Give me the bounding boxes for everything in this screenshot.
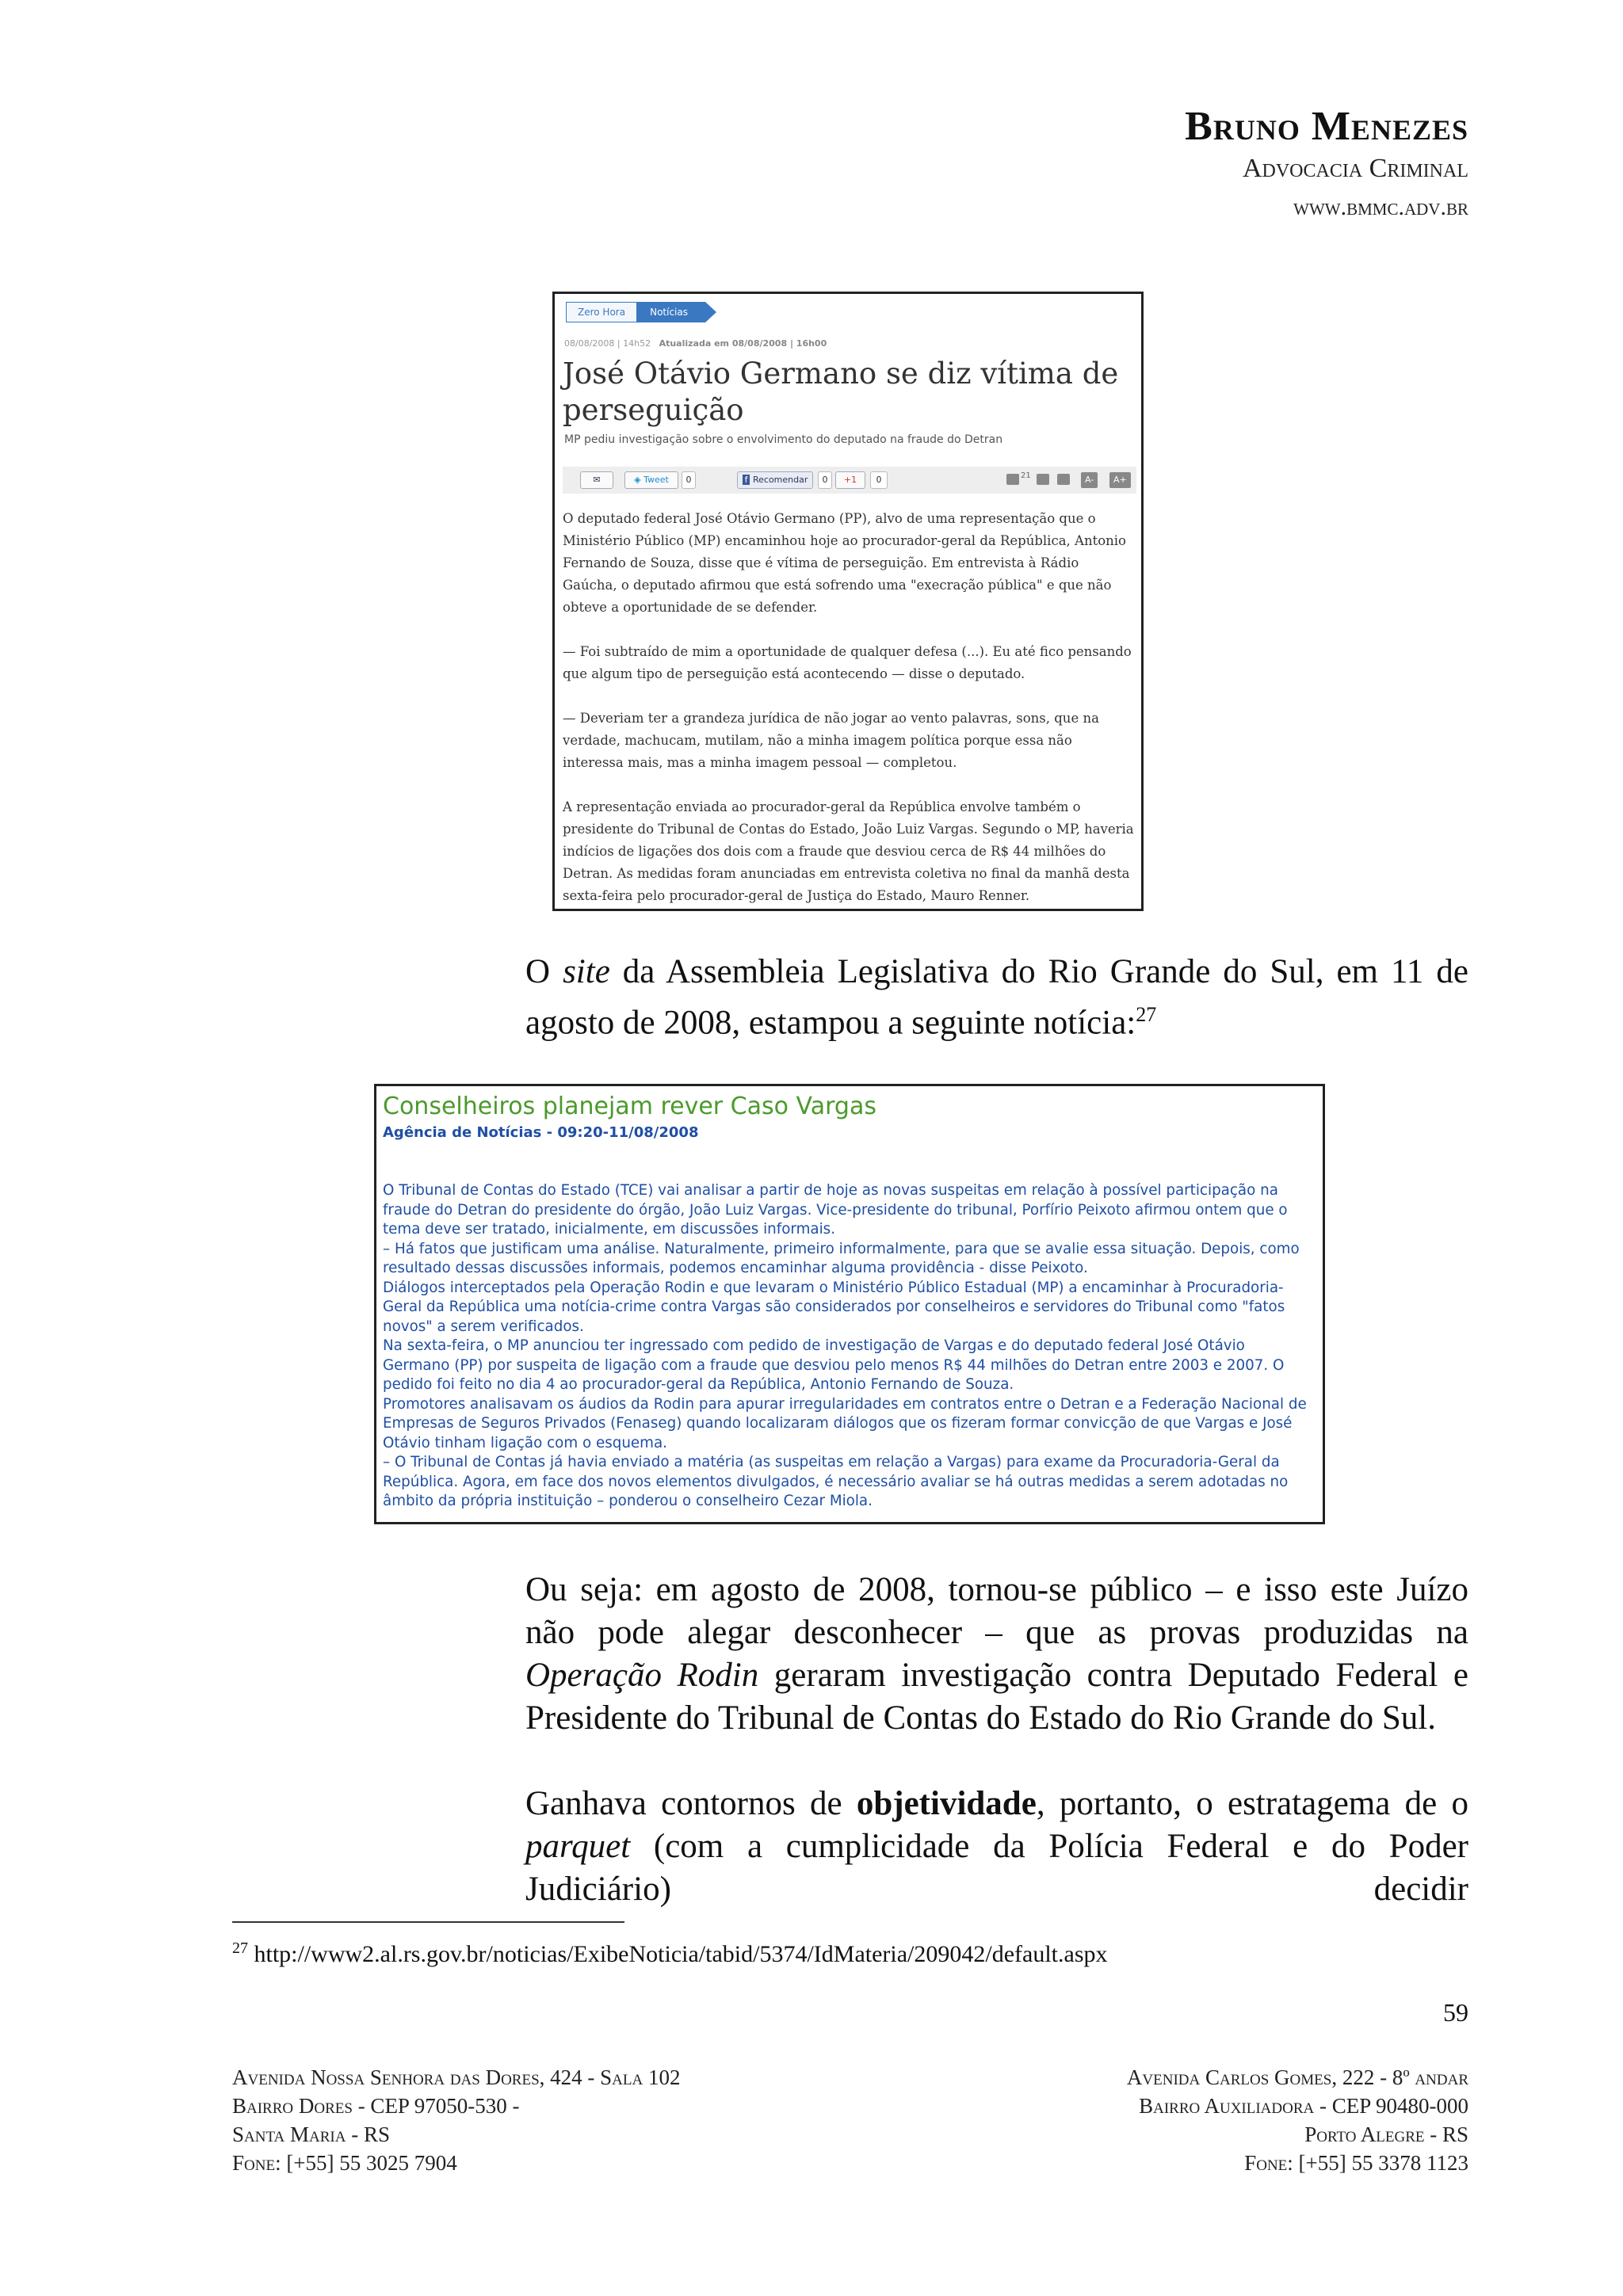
plusone-count: 0 bbox=[870, 471, 888, 489]
tweet-button[interactable]: ◈ Tweet bbox=[624, 471, 678, 489]
footer-address-left: Avenida Nossa Senhora das Dores, 424 - Sala 102 Bairro Dores - CEP 97050-530 - Santa Maria - RS Fone: [+55] 55 3025 7904 bbox=[232, 2065, 681, 2175]
page-number: 59 bbox=[1443, 1998, 1468, 2027]
footnote-url[interactable]: http://www2.al.rs.gov.br/noticias/ExibeNoticia/tabid/5374/IdMateria/209042/default.aspx bbox=[248, 1941, 1108, 1967]
clip-agency: Agência de Notícias - 09:20-11/08/2008 bbox=[383, 1124, 699, 1141]
body-paragraph-1: O site da Assembleia Legislativa do Rio Grande do Sul, em 11 de agosto de 2008, estampou a seguinte notícia:$^{27}$ bbox=[525, 953, 1468, 1042]
article-subtitle: MP pediu investigação sobre o envolvimento do deputado na fraude do Detran bbox=[564, 433, 1003, 446]
article-date: 08/08/2008 | 14h52 bbox=[564, 338, 651, 349]
article-meta bbox=[564, 338, 827, 349]
footer-address-right: Avenida Carlos Gomes, 222 - 8º andar Bairro Auxiliadora - CEP 90480-000 Porto Alegre - RS Fone: [+55] 55 3378 1123 bbox=[1126, 2065, 1468, 2175]
breadcrumb-item-noticias[interactable]: Notícias bbox=[637, 302, 705, 322]
recommend-button[interactable]: f Recomendar bbox=[737, 471, 813, 489]
bold-objetividade: objetividade bbox=[856, 1785, 1037, 1822]
plusone-button[interactable]: +1 bbox=[835, 471, 865, 489]
firm-website: www.bmmc.adv.br bbox=[1293, 194, 1468, 220]
body-paragraph-3: Ganhava contornos de objetividade, portanto, o estratagema de o parquet (com a cumplicidade da Polícia Federal e do Poder Judiciário) decidir bbox=[525, 1785, 1468, 1908]
article-paragraph: — Foi subtraído de mim a oportunidade de qualquer defesa (...). Eu até fico pensando que algum tipo de perseguição está acontecendo — disse o deputado. bbox=[563, 644, 1132, 681]
article-paragraph: A representação enviada ao procurador-geral da República envolve também o presidente do Tribunal de Contas do Estado, João Luiz Vargas. Segundo o MP, haveria indícios de ligações dos dois com a fraude que desviou cerca de R$ 44 milhões do Detran. As medidas foram anunciadas em entrevista coletiva no final da manhã desta sexta-feira pelo procurador-geral de Justiça do Estado, Mauro Renner. bbox=[563, 799, 1134, 903]
article-title: José Otávio Germano se diz vítima de perseguição bbox=[563, 357, 1119, 427]
footnote-number: 27 bbox=[232, 1939, 248, 1957]
font-decrease-button[interactable]: A- bbox=[1081, 472, 1098, 488]
clip-paragraph: Diálogos interceptados pela Operação Rodin e que levaram o Ministério Público Estadual (MP) a encaminhar à Procuradoria-Geral da República uma notícia-crime contra Vargas são considerados por conselheiros e servidores do Tribunal como "fatos novos" a serem verificados. bbox=[383, 1279, 1285, 1335]
breadcrumb-item-zero-hora[interactable]: Zero Hora bbox=[566, 302, 637, 322]
footnote-divider bbox=[232, 1921, 624, 1923]
article-paragraph: O deputado federal José Otávio Germano (PP), alvo de uma representação que o Ministério Público (MP) encaminhou hoje ao procurador-geral da República, Antonio Fernando de Souza, disse que é vítima de perseguição. Em entrevista à Rádio Gaúcha, o deputado afirmou que está sofrendo uma "execração pública" e que não obteve a oportunidade de se defender. bbox=[563, 511, 1126, 615]
breadcrumb bbox=[566, 302, 705, 322]
body-paragraph-2: Ou seja: em agosto de 2008, tornou-se público – e isso este Juízo não pode alegar desconhecer – que as provas produzidas na Operação Rodin geraram investigação contra Deputado Federal e Presidente do Tribunal de Contas do Estado do Rio Grande do Sul. bbox=[525, 1571, 1468, 1737]
clip-paragraph: – O Tribunal de Contas já havia enviado a matéria (as suspeitas em relação a Vargas) para exame da Procuradoria-Geral da República. Agora, em face dos novos elementos divulgados, é necessário avaliar se há outras medidas a serem adotadas no âmbito da própria instituição – ponderou o conselheiro Cezar Miola. bbox=[383, 1454, 1289, 1509]
footnote-ref[interactable]: 27 bbox=[1136, 1003, 1157, 1026]
article-updated: Atualizada em 08/08/2008 | 16h00 bbox=[659, 338, 827, 349]
share-toolbar bbox=[563, 467, 1136, 494]
clip-title: Conselheiros planejam rever Caso Vargas bbox=[383, 1093, 876, 1120]
clip-paragraph: O Tribunal de Contas do Estado (TCE) vai analisar a partir de hoje as novas suspeitas em relação à possível participação na fraude do Detran do presidente do órgão, João Luiz Vargas. Vice-presidente do tribunal, Porfírio Peixoto afirmou ontem que o tema deve ser tratado, inicialmente, em discussões informais. bbox=[383, 1182, 1288, 1238]
footnote bbox=[232, 1939, 1108, 1968]
news-clip-zero-hora bbox=[552, 292, 1144, 911]
comments-icon[interactable] bbox=[1006, 474, 1019, 485]
clip-paragraph: – Há fatos que justificam uma análise. Naturalmente, primeiro informalmente, para que se avalie essa situação. Depois, como resultado dessas discussões informais, podemos encaminhar alguma providência - disse Peixoto. bbox=[383, 1240, 1300, 1276]
edit-icon[interactable] bbox=[1037, 474, 1049, 485]
email-icon[interactable]: ✉ bbox=[580, 471, 613, 489]
firm-subtitle: Advocacia Criminal bbox=[1242, 154, 1468, 183]
article-paragraph: — Deveriam ter a grandeza jurídica de não jogar ao vento palavras, sons, que na verdade, machucam, mutilam, não a minha imagem política porque essa não interessa mais, mas a minha imagem pessoal — completou. bbox=[563, 711, 1099, 770]
print-icon[interactable] bbox=[1057, 474, 1070, 485]
italic-site: site bbox=[563, 953, 610, 990]
recommend-count: 0 bbox=[818, 471, 832, 489]
comments-count: 21 bbox=[1021, 471, 1031, 480]
clip-paragraph: Promotores analisavam os áudios da Rodin para apurar irregularidades em contratos entre o Detran e a Federação Nacional de Empresas de Seguros Privados (Fenaseg) quando localizaram diálogos que os fizeram formar convicção de que Vargas e José Otávio tinham ligação com o esquema. bbox=[383, 1395, 1307, 1451]
article-body bbox=[563, 508, 1135, 911]
italic-parquet: parquet bbox=[525, 1828, 631, 1865]
news-clip-assembleia bbox=[374, 1084, 1325, 1524]
tweet-count: 0 bbox=[682, 471, 696, 489]
firm-name: Bruno Menezes bbox=[1185, 104, 1468, 149]
clip-paragraph: Na sexta-feira, o MP anunciou ter ingressado com pedido de investigação de Vargas e do deputado federal José Otávio Germano (PP) por suspeita de ligação com a fraude que desviou pelo menos R$ 44 milhões do Detran entre 2003 e 2007. O pedido foi feito no dia 4 ao procurador-geral da República, Antonio Fernando de Souza. bbox=[383, 1337, 1285, 1393]
italic-operacao-rodin: Operação Rodin bbox=[525, 1657, 759, 1694]
font-increase-button[interactable]: A+ bbox=[1109, 472, 1131, 488]
clip-body bbox=[383, 1181, 1316, 1512]
